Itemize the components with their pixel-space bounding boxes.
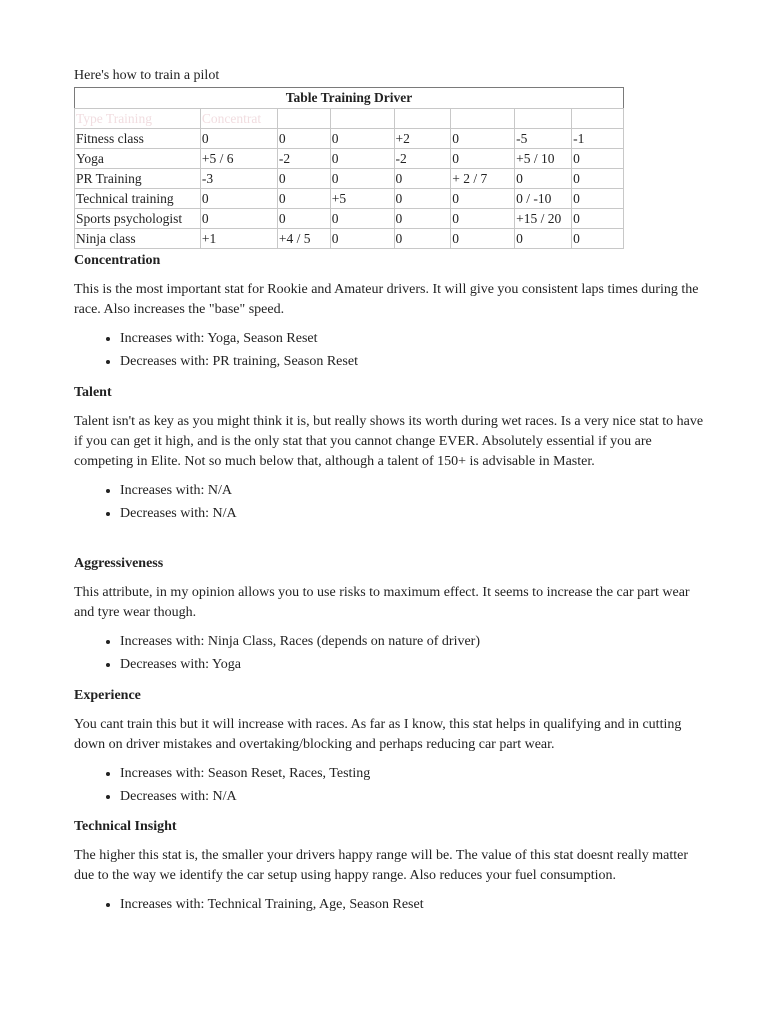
table-cell: 0 (572, 209, 624, 229)
section-talent (74, 384, 704, 525)
table-row (75, 209, 624, 229)
table-header-cell: Concentrat (200, 109, 277, 129)
section-heading: Concentration (74, 253, 161, 268)
table-cell: Ninja class (75, 229, 201, 249)
table-header-cell (515, 109, 572, 129)
section-body: Talent isn't as key as you might think it is, but really shows its worth during wet races. Is a very nice stat to have if you can get it high, and is the only stat that you cannot change EVER. Absolutely essential if you are competing in Elite. Not so much below that, although a talent of 150+ is advisable in Master. (74, 414, 704, 469)
table-cell: 0 (277, 189, 330, 209)
section-heading: Technical Insight (74, 819, 177, 834)
list-item: • Decreases with: PR training, Season Reset (120, 350, 704, 373)
table-cell: +15 / 20 (515, 209, 572, 229)
table-cell: Sports psychologist (75, 209, 201, 229)
table-cell: +5 / 10 (515, 149, 572, 169)
table-cell: + 2 / 7 (451, 169, 515, 189)
table-header-cell (572, 109, 624, 129)
table-cell: -3 (200, 169, 277, 189)
table-cell: 0 (200, 189, 277, 209)
section-body: You cant train this but it will increase with races. As far as I know, this stat helps in qualifying and in cutting down on driver mistakes and overtaking/blocking and perhaps reducing car part wear. (74, 717, 682, 752)
table-row (75, 229, 624, 249)
table-cell: +5 / 6 (200, 149, 277, 169)
table-header-cell (394, 109, 451, 129)
table-cell: 0 (451, 209, 515, 229)
table-cell: 0 (277, 129, 330, 149)
table-cell: Yoga (75, 149, 201, 169)
table-cell: -5 (515, 129, 572, 149)
intro-text: Here's how to train a pilot (74, 68, 220, 83)
section-heading: Aggressiveness (74, 556, 164, 571)
table-cell: Technical training (75, 189, 201, 209)
table-cell: Fitness class (75, 129, 201, 149)
section-body: The higher this stat is, the smaller your drivers happy range will be. The value of this stat doesnt really matter due to the way we identify the car setup using happy range. Also reduces your fuel consumption. (74, 848, 689, 883)
table-cell: 0 (572, 189, 624, 209)
section-aggressiveness (74, 555, 704, 676)
table-cell: 0 (451, 149, 515, 169)
list-item: • Increases with: N/A (120, 479, 704, 502)
table-cell: 0 (515, 169, 572, 189)
table-cell: 0 (330, 149, 394, 169)
table-caption: Table Training Driver (74, 87, 624, 108)
section-experience (74, 687, 704, 808)
training-table (74, 87, 624, 249)
table-row (75, 149, 624, 169)
table-header-row (75, 109, 624, 129)
section-bullet-list (74, 327, 704, 373)
list-item: • Increases with: Season Reset, Races, Testing (120, 762, 704, 785)
table-cell: -1 (572, 129, 624, 149)
table-cell: 0 (277, 209, 330, 229)
section-bullet-list (74, 479, 704, 525)
section-heading: Experience (74, 688, 141, 703)
list-item: • Increases with: Yoga, Season Reset (120, 327, 704, 350)
table-cell: 0 (572, 149, 624, 169)
list-item: • Increases with: Ninja Class, Races (depends on nature of driver) (120, 630, 704, 653)
table-cell: 0 (330, 129, 394, 149)
list-item: • Decreases with: N/A (120, 785, 704, 808)
table-cell: 0 (200, 129, 277, 149)
section-bullet-list (74, 893, 704, 916)
table-cell: +5 (330, 189, 394, 209)
table-cell: 0 (451, 129, 515, 149)
table-cell: 0 (394, 209, 451, 229)
section-concentration (74, 252, 704, 373)
table-cell: 0 / -10 (515, 189, 572, 209)
table-cell: 0 (277, 169, 330, 189)
table-header-cell (451, 109, 515, 129)
table-header-cell (277, 109, 330, 129)
table-header-cell: Type Training (75, 109, 201, 129)
table-header-cell (330, 109, 394, 129)
list-item: • Increases with: Technical Training, Age, Season Reset (120, 893, 704, 916)
section-body: This attribute, in my opinion allows you to use risks to maximum effect. It seems to increase the car part wear and tyre wear though. (74, 585, 690, 620)
table-row (75, 129, 624, 149)
table-cell: 0 (572, 229, 624, 249)
list-item: • Decreases with: N/A (120, 502, 704, 525)
table-cell: 0 (394, 229, 451, 249)
table-cell: 0 (515, 229, 572, 249)
table-cell: PR Training (75, 169, 201, 189)
table-cell: 0 (572, 169, 624, 189)
table-cell: -2 (394, 149, 451, 169)
table-cell: +1 (200, 229, 277, 249)
section-bullet-list (74, 630, 704, 676)
table-cell: 0 (330, 229, 394, 249)
table-cell: 0 (330, 169, 394, 189)
table-cell: 0 (394, 189, 451, 209)
document-page (74, 66, 704, 249)
table-cell: 0 (330, 209, 394, 229)
section-bullet-list (74, 762, 704, 808)
table-cell: -2 (277, 149, 330, 169)
table-cell: +2 (394, 129, 451, 149)
table-cell: 0 (394, 169, 451, 189)
table-cell: +4 / 5 (277, 229, 330, 249)
section-body: This is the most important stat for Rookie and Amateur drivers. It will give you consistent laps times during the race. Also increases the "base" speed. (74, 282, 699, 317)
section-technical-insight (74, 818, 704, 916)
list-item: • Decreases with: Yoga (120, 653, 704, 676)
table-cell: 0 (200, 209, 277, 229)
section-heading: Talent (74, 385, 112, 400)
table-cell: 0 (451, 229, 515, 249)
table-row (75, 169, 624, 189)
table-cell: 0 (451, 189, 515, 209)
table-row (75, 189, 624, 209)
